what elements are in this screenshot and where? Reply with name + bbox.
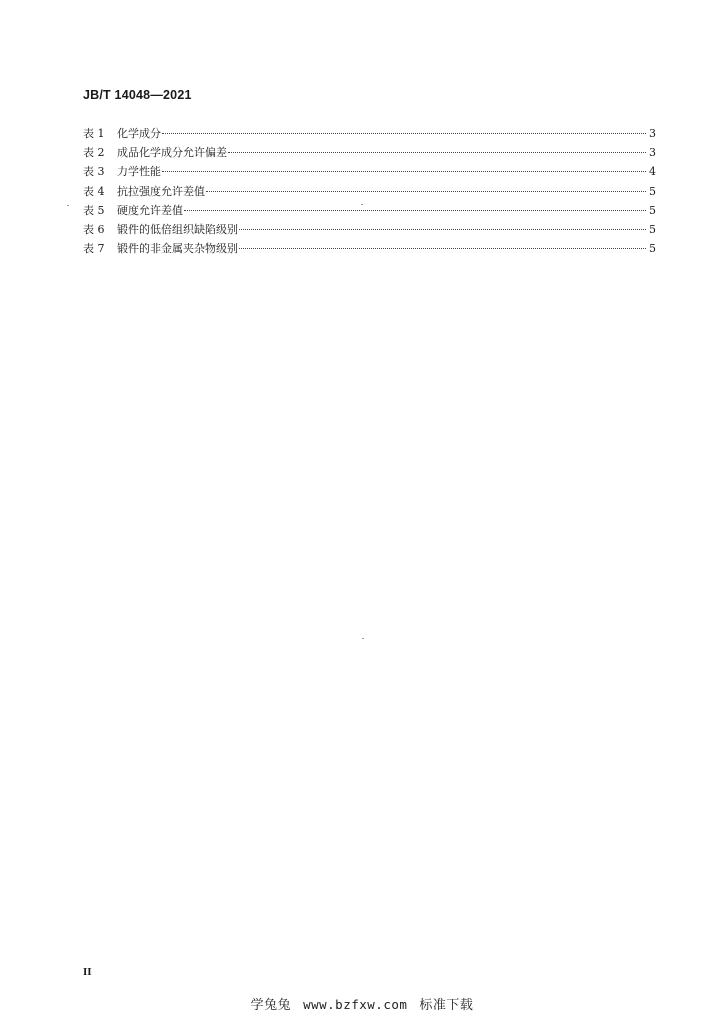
table-list: [83, 124, 656, 258]
dot-leader: [162, 170, 646, 172]
toc-entry-page: 3: [649, 146, 656, 160]
standard-number-header: JB/T 14048—2021: [83, 88, 192, 102]
toc-entry-number: 表 2: [83, 146, 105, 160]
toc-entry[interactable]: [83, 162, 656, 181]
toc-entry-page: 5: [649, 203, 656, 217]
toc-entry-number: 表 1: [83, 127, 105, 140]
toc-entry-title: 力学性能: [117, 165, 161, 179]
toc-entry-number: 表 3: [83, 165, 105, 179]
dot-leader: [239, 228, 646, 230]
download-watermark[interactable]: [0, 994, 724, 1013]
toc-entry-page: 4: [649, 165, 656, 179]
page-folio: II: [83, 966, 92, 978]
scan-speck: [361, 204, 363, 205]
dot-leader: [184, 209, 646, 211]
scan-speck: [362, 638, 364, 639]
toc-entry-title: 硬度允许差值: [117, 203, 183, 217]
toc-entry-page: 5: [649, 222, 656, 236]
dot-leader: [162, 132, 646, 134]
toc-entry-title: 抗拉强度允许差值: [117, 184, 205, 198]
toc-entry-page: 5: [649, 242, 656, 256]
toc-entry-page: 3: [649, 127, 656, 140]
dot-leader: [206, 190, 646, 192]
toc-entry-title: 成品化学成分允许偏差: [117, 146, 227, 160]
dot-leader: [228, 151, 646, 153]
toc-entry[interactable]: [83, 239, 656, 258]
toc-entry[interactable]: [83, 201, 656, 220]
toc-entry-title: 锻件的低倍组织缺陷级别: [117, 222, 238, 236]
toc-entry-number: 表 5: [83, 203, 105, 217]
toc-entry[interactable]: [83, 182, 656, 201]
toc-entry-title: 锻件的非金属夹杂物级别: [117, 242, 238, 256]
toc-entry-number: 表 4: [83, 184, 105, 198]
toc-entry[interactable]: [83, 124, 656, 143]
toc-entry[interactable]: [83, 143, 656, 162]
dot-leader: [239, 247, 646, 249]
scan-speck: [67, 205, 69, 206]
watermark-url-link[interactable]: www.bzfxw.com: [303, 997, 408, 1012]
watermark-tagline: 标准下载: [419, 998, 474, 1013]
toc-entry-title: 化学成分: [117, 127, 161, 140]
toc-entry-number: 表 7: [83, 242, 105, 256]
toc-entry-page: 5: [649, 184, 656, 198]
watermark-site-name: 学兔兔: [250, 998, 292, 1013]
toc-entry-number: 表 6: [83, 222, 105, 236]
toc-entry[interactable]: [83, 220, 656, 239]
